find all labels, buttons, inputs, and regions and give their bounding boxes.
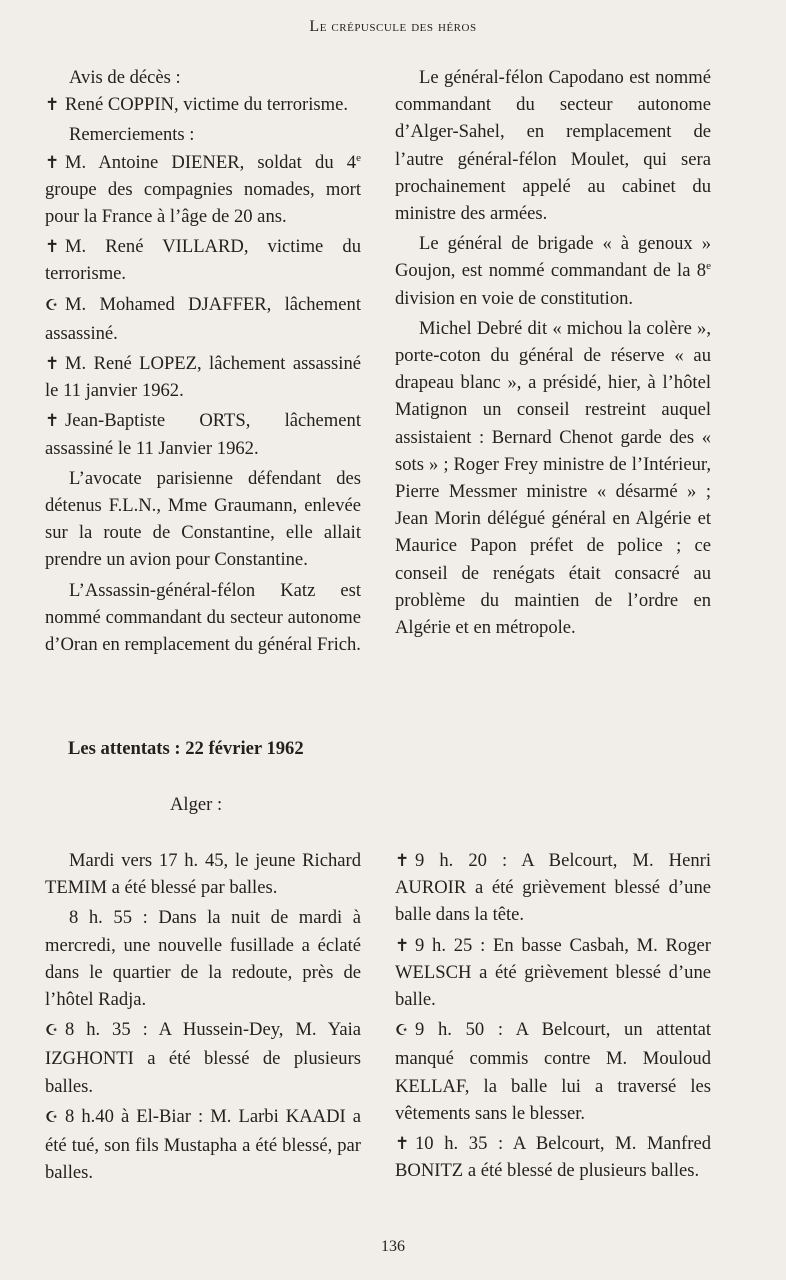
attentat-bonitz: ✝10 h. 35 : A Belcourt, M. Manfred BONITZ a été blessé de plusieurs balles. [395, 1130, 711, 1184]
cross-icon [45, 149, 65, 176]
header-initial: L [309, 18, 320, 35]
right-column-top [395, 64, 711, 641]
rem-item-djaffer: ☪M. Mohamed DJAFFER, lâchement assassiné. [45, 291, 361, 347]
avis-heading: Avis de décès : [69, 67, 181, 88]
crescent-star-icon [45, 291, 65, 320]
section-title: Les attentats : 22 février 1962 [68, 738, 304, 759]
attentat-fusillade: 8 h. 55 : Dans la nuit de mardi à mercredi, une nouvelle fusillade a éclaté dans le quartier de la redoute, près de l’hôtel Radja. [45, 907, 361, 1011]
crescent-star-icon [395, 1016, 415, 1045]
cross-icon [395, 1130, 415, 1157]
paragraph-avocate: L’avocate parisienne défendant des détenus F.L.N., Mme Graumann, enlevée sur la route de Constantine, elle allait prendre un avion pour Constantine. [45, 467, 361, 571]
attentat-izghonti: ☪8 h. 35 : A Hussein-Dey, M. Yaia IZGHONTI a été blessé de plusieurs balles. [45, 1016, 361, 1100]
avis-item [45, 91, 361, 118]
attentat-auroir: ✝9 h. 20 : A Belcourt, M. Henri AUROIR a été grièvement blessé d’une balle dans la tête. [395, 847, 711, 929]
attentat-kellaf: ☪9 h. 50 : A Belcourt, un attentat manqué commis contre M. Mouloud KELLAF, la balle lui a traversé les vêtements sans le blesser. [395, 1016, 711, 1127]
cross-icon [45, 350, 65, 377]
avis-item-text: René COPPIN, victime du terrorisme. [65, 94, 348, 116]
attentat-welsch: ✝9 h. 25 : En basse Casbah, M. Roger WELSCH a été grièvement blessé d’une balle. [395, 932, 711, 1014]
rem-item-diener: ✝M. Antoine DIENER, soldat du 4e groupe des compagnies nomades, mort pour la France à l’âge de 20 ans. [45, 149, 361, 231]
remerciements-heading: Remerciements : [69, 124, 195, 146]
header-rest: e crépuscule des héros [319, 18, 477, 35]
attentat-kaadi: ☪8 h.40 à El-Biar : M. Larbi KAADI a été tué, son fils Mustapha a été blessé, par balles. [45, 1103, 361, 1187]
cross-icon [45, 407, 65, 434]
attentat-temim: Mardi vers 17 h. 45, le jeune Richard TEMIM a été blessé par balles. [45, 850, 361, 899]
left-column-top [45, 64, 361, 658]
section-location: Alger : [170, 794, 223, 815]
page-number: 136 [381, 1238, 405, 1255]
paragraph-katz: L’Assassin-général-félon Katz est nommé commandant du secteur autonome d’Oran en remplacement du général Frich. [45, 579, 361, 656]
rem-item-villard: ✝M. René VILLARD, victime du terrorisme. [45, 233, 361, 287]
crescent-star-icon [45, 1103, 65, 1132]
left-column-bottom [45, 847, 361, 1186]
cross-icon [395, 847, 415, 874]
paragraph-goujon: Le général de brigade « à genoux » Goujon, est nommé commandant de la 8e division en voie de constitution. [395, 233, 711, 309]
crescent-star-icon [45, 1016, 65, 1045]
cross-icon [45, 233, 65, 260]
cross-icon [45, 91, 65, 118]
paragraph-debre: Michel Debré dit « michou la colère », porte-coton du général de réserve « au drapeau blanc », a présidé, hier, à l’hôtel Matignon un conseil restreint auquel assistaient : Bernard Chenot garde des « sots » ; Roger Frey ministre de l’Intérieur, Pierre Messmer ministre « désarmé » ; Jean Morin délégué général en Algérie et Maurice Papon préfet de police ; ce conseil de renégats était consacré au problème du maintien de l’ordre en Algérie et en métropole. [395, 317, 711, 639]
running-header [0, 18, 786, 36]
rem-item-orts: ✝Jean-Baptiste ORTS, lâchement assassiné le 11 Janvier 1962. [45, 407, 361, 461]
cross-icon [395, 932, 415, 959]
rem-item-lopez: ✝M. René LOPEZ, lâchement assassiné le 11 janvier 1962. [45, 350, 361, 404]
paragraph-capodano: Le général-félon Capodano est nommé commandant du secteur autonome d’Alger-Sahel, en remplacement de l’autre général-félon Moulet, qui sera prochainement appelé au cabinet du ministre des armées. [395, 67, 711, 225]
right-column-bottom [395, 847, 711, 1184]
